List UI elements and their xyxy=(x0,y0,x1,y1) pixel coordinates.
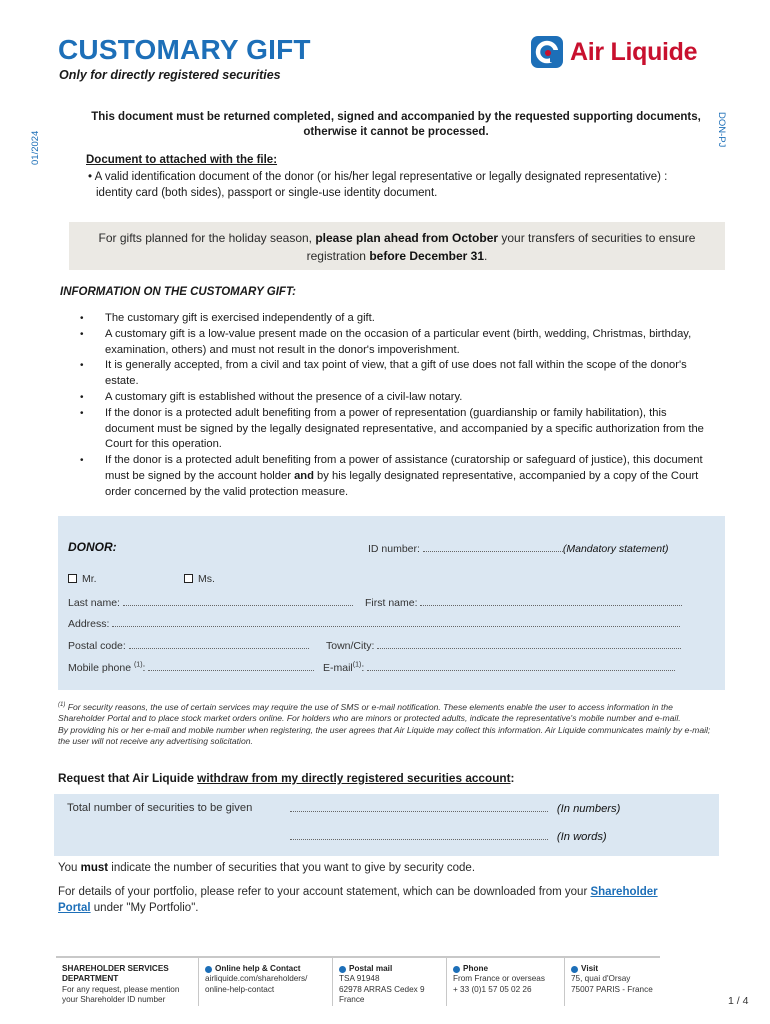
date-code: 01/2024 xyxy=(30,130,41,165)
footnote xyxy=(58,700,718,747)
holiday-text-3: . xyxy=(484,249,488,263)
footer-mail-text-3: France xyxy=(339,995,365,1005)
list-item: • It is generally accepted, from a civil and tax point of view, that a gift of use does not fall within the scope of the donor's estate. xyxy=(79,358,715,390)
first-name-label: First name: xyxy=(365,597,418,609)
securities-words-field[interactable] xyxy=(290,830,548,840)
securities-section xyxy=(54,794,719,856)
footer-dept-title-2: DEPARTMENT xyxy=(62,974,119,984)
list-item: • If the donor is a protected adult benefiting from a power of representation (guardianship or family habilitation), this document must be signed by the legally designated representative, and accompanied by a specific authorization from the Court for this operation. xyxy=(79,406,715,453)
address-row xyxy=(68,617,680,630)
holiday-bold-1: please plan ahead from October xyxy=(315,231,499,245)
mobile-colon: : xyxy=(142,662,146,674)
mobile-row xyxy=(68,661,314,674)
donor-section xyxy=(58,516,725,690)
mobile-label: Mobile phone xyxy=(68,662,132,674)
footer-mail xyxy=(332,958,446,1006)
footer-phone-title: Phone xyxy=(463,964,489,973)
list-item: • The customary gift is exercised independently of a gift. xyxy=(79,311,715,327)
footer-visit-head xyxy=(571,964,656,974)
mr-checkbox[interactable] xyxy=(68,574,77,583)
logo-text: Air Liquide xyxy=(570,37,698,66)
bullet-text: by his legally designated representative, accompanied by a copy of the Court order concerned by the valid protection measure. xyxy=(105,469,699,498)
must-text-1: You xyxy=(58,862,81,874)
email-field[interactable] xyxy=(367,661,675,671)
request-text-2: : xyxy=(510,771,515,785)
mr-label: Mr. xyxy=(82,573,97,585)
footnote-text-1: For security reasons, the use of certain services may require the use of SMS or e-mail notification. These elements enable the user to access information in the Shareholder Portal and to place stock market orders online. For holders who are minors or protected adults, indicate the representative's mobile number and e-mail. xyxy=(58,701,681,724)
footer-department xyxy=(56,958,198,1006)
must-text-2: indicate the number of securities that you want to give by security code. xyxy=(108,862,476,874)
footer-phone-text-1: From France or overseas xyxy=(453,974,545,984)
footer-dept-title-1: SHAREHOLDER SERVICES xyxy=(62,964,169,973)
footer-visit xyxy=(564,958,660,1006)
page-subtitle: Only for directly registered securities xyxy=(59,68,281,82)
donor-heading: DONOR: xyxy=(68,540,117,554)
ms-label: Ms. xyxy=(198,573,215,585)
page-number: 1 / 4 xyxy=(728,995,749,1007)
first-name-row xyxy=(365,596,682,609)
footer-mail-text-1: TSA 91948 xyxy=(339,974,380,984)
logo-emblem-icon xyxy=(530,35,564,69)
list-item: • A customary gift is a low-value present made on the occasion of a particular event (birth, wedding, Christmas, birthday, examination, others) and must not result in the donor's impoverishment. xyxy=(79,327,715,359)
footer-phone-text-2: + 33 (0)1 57 05 02 26 xyxy=(453,984,532,994)
email-colon: : xyxy=(361,662,365,674)
footer-online-title: Online help & Contact xyxy=(215,964,301,973)
request-text-1: Request that Air Liquide xyxy=(58,771,198,785)
in-words-label: (In words) xyxy=(556,831,607,843)
ms-checkbox[interactable] xyxy=(184,574,193,583)
bullet-text: If the donor is a protected adult benefiting from a power of assistance (curatorship or safeguard of justice), this document must be signed by the account holder xyxy=(105,454,703,482)
postal-code-label: Postal code: xyxy=(68,640,126,652)
securities-numbers-field[interactable] xyxy=(290,802,548,812)
ms-option[interactable] xyxy=(184,573,215,585)
documents-heading: Document to attached with the file: xyxy=(86,154,278,166)
holiday-notice-box xyxy=(69,222,725,270)
footer-online-head xyxy=(205,964,328,974)
must-instruction xyxy=(58,862,475,874)
securities-words-row xyxy=(290,830,607,843)
email-footnote-ref: (1) xyxy=(352,661,362,669)
request-underlined: withdraw from my directly registered securities account xyxy=(197,771,511,785)
documents-item: • A valid identification document of the donor (or his/her legal representative or legally designated representative) : identity card (both sides), passport or single-use identity document. xyxy=(88,171,668,199)
footer-mail-title: Postal mail xyxy=(349,964,393,973)
portfolio-details xyxy=(58,884,678,916)
footnote-text-2: By providing his or her e-mail and mobile number when registering, the user agrees that Air Liquide may collect this information. Air Liquide communicates mainly by e-mail; the user will not receive any advertising solicitation. xyxy=(58,724,711,747)
footnote-paragraph-1 xyxy=(58,700,718,725)
bullet-bold: and xyxy=(294,469,314,482)
details-text-1: For details of your portfolio, please refer to your account statement, which can be downloaded from your xyxy=(58,886,591,898)
last-name-row xyxy=(68,596,353,609)
air-liquide-logo xyxy=(530,34,730,70)
info-heading: INFORMATION ON THE CUSTOMARY GIFT: xyxy=(60,286,296,298)
request-heading xyxy=(58,771,514,785)
footer-visit-title: Visit xyxy=(581,964,599,973)
total-securities-label: Total number of securities to be given xyxy=(67,802,253,814)
globe-icon xyxy=(205,966,212,973)
mobile-footnote-ref: (1) xyxy=(133,661,143,669)
last-name-label: Last name: xyxy=(68,597,120,609)
address-field[interactable] xyxy=(112,617,680,627)
details-text-2: under "My Portfolio". xyxy=(90,902,199,914)
contact-footer xyxy=(56,956,660,1006)
id-number-field[interactable] xyxy=(423,542,563,552)
location-icon xyxy=(571,966,578,973)
email-label: E-mail xyxy=(323,662,353,674)
last-name-field[interactable] xyxy=(123,596,353,606)
footer-visit-text-2: 75007 PARIS - France xyxy=(571,984,653,994)
footer-phone-head xyxy=(453,964,560,974)
return-notice: This document must be returned completed, signed and accompanied by the requested supporting documents, otherwise it cannot be processed. xyxy=(91,111,701,138)
holiday-bold-2: before December 31 xyxy=(369,249,485,263)
footnote-marker: (1) xyxy=(58,702,66,708)
town-field[interactable] xyxy=(377,639,681,649)
email-row xyxy=(323,661,675,674)
list-item: • A customary gift is established without the presence of a civil-law notary. xyxy=(79,390,715,406)
footer-visit-text-1: 75, quai d'Orsay xyxy=(571,974,631,984)
footer-online-text-2[interactable]: online-help-contact xyxy=(205,984,275,994)
footer-mail-head xyxy=(339,964,442,974)
holiday-text-1: For gifts planned for the holiday season, xyxy=(98,231,316,245)
postal-code-row xyxy=(68,639,309,652)
footer-online-text-1[interactable]: airliquide.com/shareholders/ xyxy=(205,974,308,984)
town-label: Town/City: xyxy=(326,640,375,652)
footer-phone xyxy=(446,958,564,1006)
in-numbers-label: (In numbers) xyxy=(556,803,621,815)
town-row xyxy=(326,639,681,652)
mobile-field[interactable] xyxy=(148,661,314,671)
info-bullet-list xyxy=(79,311,715,501)
form-code: DON-PJ xyxy=(716,112,727,148)
shareholder-portal-link[interactable]: Shareholder Portal xyxy=(58,886,658,914)
id-number-row xyxy=(368,542,669,555)
list-item xyxy=(79,453,715,500)
mail-icon xyxy=(339,966,346,973)
securities-numbers-row xyxy=(290,802,620,815)
postal-code-field[interactable] xyxy=(129,639,309,649)
holiday-text-2: your transfers of securities to ensure registration xyxy=(306,231,696,263)
id-number-note: (Mandatory statement) xyxy=(562,543,669,555)
phone-icon xyxy=(453,966,460,973)
footer-mail-text-2: 62978 ARRAS Cedex 9 xyxy=(339,984,425,994)
mr-option[interactable] xyxy=(68,573,97,585)
id-number-label: ID number: xyxy=(368,543,420,555)
must-bold: must xyxy=(80,862,109,874)
footer-dept-text-1: For any request, please mention xyxy=(62,984,180,994)
footer-online xyxy=(198,958,332,1006)
page-title: CUSTOMARY GIFT xyxy=(58,34,311,65)
address-label: Address: xyxy=(68,618,110,630)
first-name-field[interactable] xyxy=(420,596,682,606)
footer-dept-text-2: your Shareholder ID number xyxy=(62,995,166,1005)
